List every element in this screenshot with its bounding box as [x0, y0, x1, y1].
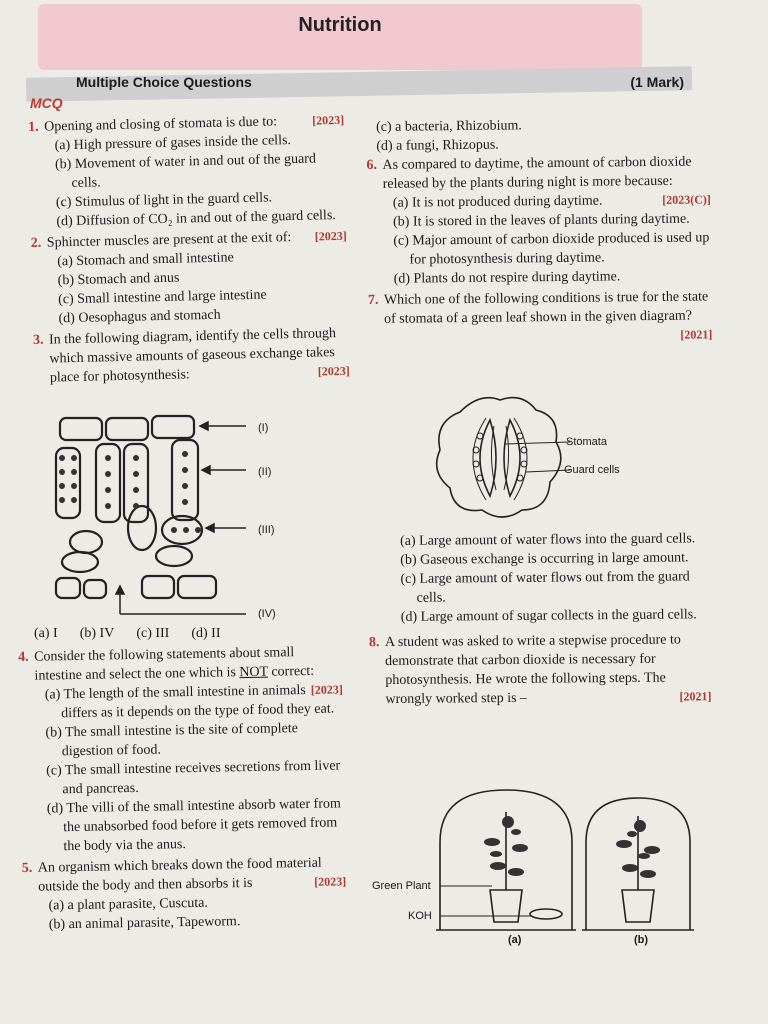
option-d: (d) The villi of the small intestine absorb water from the unabsorbed food before it gets removed from the body via the anus. — [46, 796, 341, 855]
question-text: As compared to daytime, the amount of carbon dioxide released by the plants during night is more because: — [382, 154, 692, 192]
option-d: (d) Plants do not respire during daytime. — [393, 269, 621, 287]
question-8 — [369, 630, 712, 709]
marks-label: (1 Mark) — [630, 74, 684, 90]
not-emphasis: NOT — [239, 664, 269, 681]
section-title: Multiple Choice Questions — [76, 74, 252, 90]
question-1 — [28, 111, 347, 232]
chapter-banner — [38, 4, 642, 70]
option-c: (c) Large amount of water flows out from the guard cells. — [400, 569, 690, 606]
question-number: 3. — [32, 332, 44, 348]
option-a: (a) a plant parasite, Cuscuta. — [48, 895, 209, 914]
bell-jar-experiment — [436, 782, 696, 932]
option-a: (a) Large amount of water flows into the guard cells. — [400, 531, 696, 549]
diagram-label-ii: (II) — [258, 466, 272, 478]
q7-options — [368, 529, 712, 711]
option-b: (b) Stomach and anus — [57, 270, 180, 289]
option-a: (a) It is not produced during daytime. — [392, 193, 603, 211]
left-column-lower — [18, 642, 347, 937]
question-text: A student was asked to write a stepwise procedure to demonstrate that carbon dioxide is necessary for photosynthesis. He wrote the following steps. The wrongly worked step is – — [384, 632, 681, 708]
option-c: (c) The small intestine receives secretions from liver and pancreas. — [46, 758, 341, 798]
mcq-tag: MCQ — [30, 95, 63, 111]
year-tag: [2021] — [680, 327, 713, 342]
question-text: Consider the following statements about small intestine and select the one which is — [34, 645, 295, 684]
leaf-section-diagram — [50, 410, 310, 630]
diagram-label-iii: (III) — [258, 524, 275, 536]
question-6 — [366, 152, 711, 289]
question-text: Opening and closing of stomata is due to: — [44, 114, 278, 135]
question-7 — [367, 287, 713, 342]
year-tag: [2021] — [679, 689, 712, 704]
stomata-label: Stomata — [566, 436, 607, 448]
question-number: 4. — [18, 649, 29, 665]
option-a: (a) I — [34, 626, 58, 641]
left-column — [28, 111, 350, 390]
question-5 — [22, 853, 347, 935]
option-b: (b) Gaseous exchange is occurring in large amount. — [400, 550, 689, 568]
guard-cells-label: Guard cells — [564, 464, 620, 476]
option-c: (c) Small intestine and large intestine — [57, 287, 267, 308]
question-text: Which one of the following conditions is true for the state of stomata of a green leaf shown in the given diagram? — [383, 289, 709, 327]
option-a: (a) The length of the small intestine in animals differs as it depends on the type of food they eat. — [44, 682, 335, 722]
option-d: (d) Large amount of sugar collects in the guard cells. — [400, 607, 697, 625]
option-c: (c) Major amount of carbon dioxide produced is used up for photosynthesis during daytime. — [393, 230, 710, 268]
option-a: (a) Stomach and small intestine — [57, 250, 234, 270]
option-b: (b) Movement of water in and out of the guard cells. — [54, 151, 317, 192]
option-a: (a) High pressure of gases inside the cells. — [54, 133, 292, 154]
chapter-title: Nutrition — [298, 14, 382, 36]
question-text: An organism which breaks down the food material outside the body and then absorbs it is — [37, 855, 322, 895]
option-d: (d) II — [191, 626, 221, 641]
figure-a-label: (a) — [508, 934, 522, 946]
q3-options — [34, 626, 221, 642]
question-text: In the following diagram, identify the cells through which massive amounts of gaseous exchange takes place for photosynthesis: — [48, 326, 337, 386]
year-tag: [2023] — [311, 112, 345, 128]
year-tag: [2023] — [310, 682, 343, 697]
question-number: 6. — [366, 157, 378, 173]
question-number: 5. — [21, 860, 33, 876]
question-2 — [31, 227, 349, 329]
koh-label: KOH — [408, 910, 432, 922]
option-c: (c) a bacteria, Rhizobium. — [376, 118, 522, 135]
option-b: (b) It is stored in the leaves of plants during daytime. — [393, 211, 690, 230]
question-number: 2. — [30, 235, 42, 251]
option-d: (d) Oesophagus and stomach — [58, 307, 221, 327]
year-tag: [2023] — [314, 874, 347, 889]
right-column — [366, 114, 712, 348]
option-b: (b) The small intestine is the site of complete digestion of food. — [45, 721, 299, 760]
option-b: (b) IV — [79, 626, 115, 641]
question-number: 1. — [28, 119, 39, 135]
stomata-diagram — [430, 392, 570, 524]
year-tag: [2023(C)] — [662, 192, 711, 207]
year-tag: [2023] — [317, 363, 350, 379]
green-plant-label: Green Plant — [372, 880, 431, 892]
year-tag: [2023] — [314, 228, 347, 244]
option-c: (c) Stimulus of light in the guard cells. — [55, 190, 273, 211]
question-3 — [33, 324, 350, 388]
diagram-label-i: (I) — [258, 422, 269, 434]
option-c: (c) III — [136, 626, 170, 641]
question-4 — [18, 642, 346, 857]
question-number: 7. — [367, 292, 379, 308]
question-text: Sphincter muscles are present at the exit of: — [46, 230, 292, 251]
figure-b-label: (b) — [634, 934, 649, 946]
question-text-2: correct: — [271, 663, 315, 680]
option-d: (d) Diffusion of CO₂ in and out of the guard cells. — [56, 208, 336, 230]
option-b: (b) an animal parasite, Tapeworm. — [48, 914, 241, 933]
diagram-label-iv: (IV) — [258, 608, 276, 620]
option-d: (d) a fungi, Rhizopus. — [376, 137, 499, 154]
question-number: 8. — [368, 635, 380, 651]
